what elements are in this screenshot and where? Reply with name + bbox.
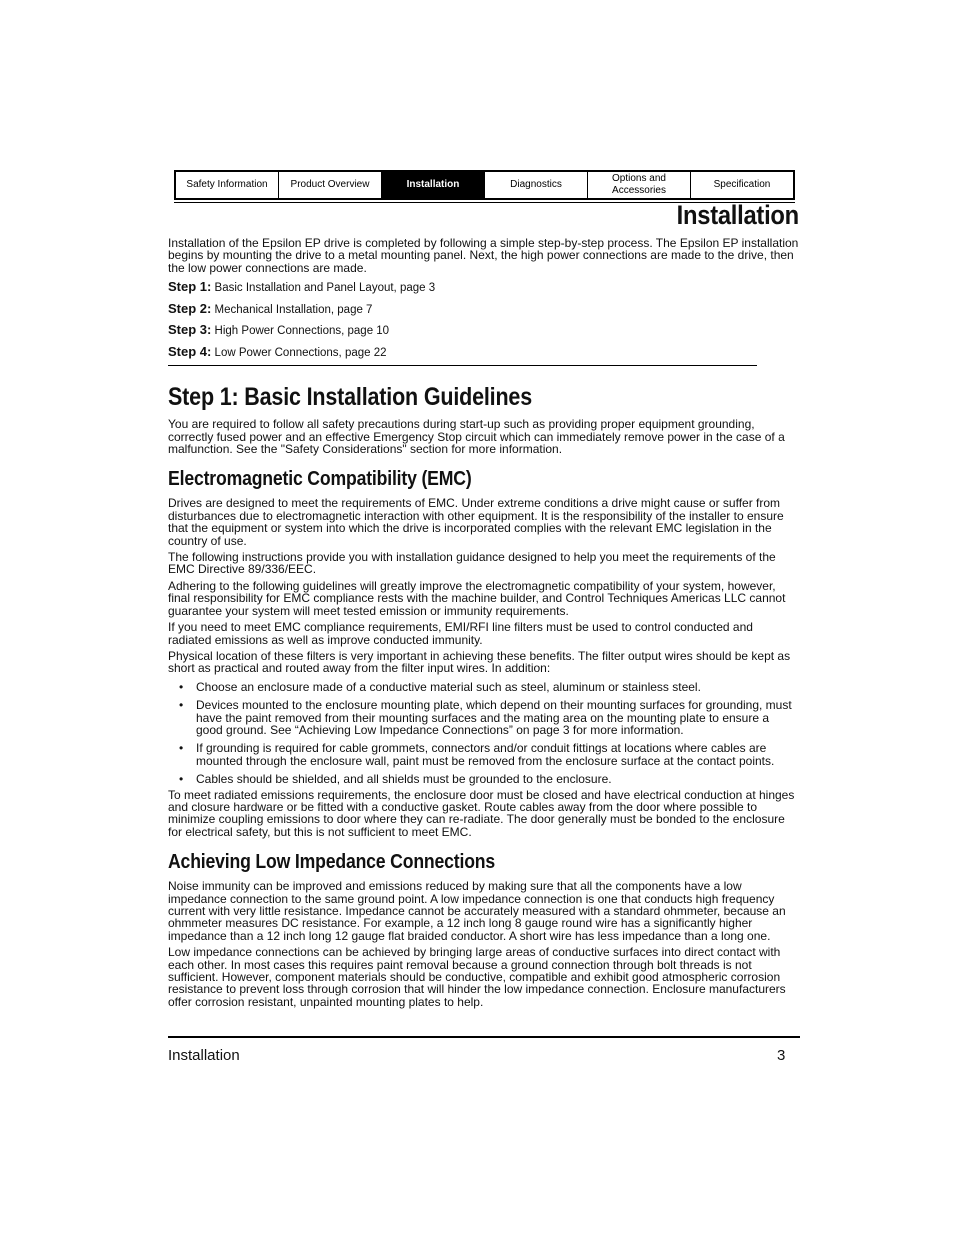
bullet-icon: •: [179, 772, 184, 787]
step-link[interactable]: Basic Installation and Panel Layout, page 3: [214, 282, 436, 295]
step-list: [168, 280, 799, 360]
intro-paragraph: Installation of the Epsilon EP drive is completed by following a simple step-by-step process. The Epsilon EP installation begins by mounting the drive to a metal mounting panel. Next, the high power connections are made to the drive, then the low power connections are made.: [168, 236, 799, 275]
emc-paragraph: Adhering to the following guidelines will greatly improve the electromagnetic compatibility of your system, however, final responsibility for EMC compliance rests with the machine builder, and Control Techniques Americas LLC cannot guarantee your system will meet tested emission or immunity requirements.: [168, 578, 786, 618]
step-item[interactable]: [168, 323, 799, 338]
step-link[interactable]: Mechanical Installation, page 7: [214, 303, 373, 316]
step-label: Step 1:: [168, 279, 212, 295]
page-content: [168, 237, 799, 1012]
list-item: [168, 699, 799, 736]
emc-closing-paragraph: To meet radiated emissions requirements, the enclosure door must be closed and have electrical conduction at hinges and closure hardware or be fitted with a conductive gasket. Route cables away from the door where possible to minimize coupling emissions to door where they can re-radiate. The door generally must be bonded to the enclosure for electrical safety, but this is not sufficient to meet EMC.: [168, 787, 795, 839]
impedance-paragraph: Low impedance connections can be achieved by bringing large areas of conductive surfaces into direct contact with each other. In most cases this requires paint removal because a ground connection through bolt threads is not sufficient. However, component materials should be conductive, compatible and exhibit good atmospheric corrosion resistance to prevent loss through corrosion that will hinder the low impedance connection. Enclosure manufacturers offer corrosion resistant, unpainted mounting plates to help.: [168, 945, 786, 1009]
tab-diagnostics[interactable]: Diagnostics: [485, 172, 588, 198]
list-item: [168, 681, 799, 693]
tab-specification[interactable]: Specification: [713, 179, 771, 190]
step-item[interactable]: [168, 280, 799, 295]
bullet-icon: •: [179, 698, 184, 713]
tab-product-overview[interactable]: Product Overview: [279, 172, 382, 198]
step-item[interactable]: [168, 302, 799, 317]
bullet-icon: •: [179, 679, 184, 694]
step-label: Step 4:: [168, 343, 212, 359]
emc-paragraph: If you need to meet EMC compliance requirements, EMI/RFI line filters must be used to control conducted and radiated emissions as well as improve conducted immunity.: [168, 620, 753, 647]
section-heading-impedance: Achieving Low Impedance Connections: [168, 850, 496, 874]
emc-bullet-list: [168, 681, 799, 786]
step-link[interactable]: Low Power Connections, page 22: [214, 346, 387, 359]
bullet-text: Cables should be shielded, and all shields must be grounded to the enclosure.: [196, 772, 612, 787]
emc-paragraph: Drives are designed to meet the requirements of EMC. Under extreme conditions a drive might cause or suffer from disturbances due to electromagnetic interaction with other equipment. It is the responsibility of the installer to ensure that the equipment or system into which the drive is incorporated complies with the relevant EMC legislation in the country of use.: [168, 496, 784, 548]
step-label: Step 3:: [168, 322, 212, 338]
footer-divider: [168, 1036, 800, 1038]
bullet-text: Choose an enclosure made of a conductive material such as steel, aluminum or stainless steel.: [196, 679, 701, 694]
bullet-text: If grounding is required for cable grommets, connectors and/or conduit fittings at locations where cables are mounted through the enclosure wall, paint must be removed from the enclosure surface at the contact points.: [196, 741, 775, 768]
page-number: 3: [777, 1047, 786, 1064]
emc-paragraph: Physical location of these filters is very important in achieving these benefits. The filter output wires should be kept as short as practical and routed away from the filter input wires. In addition:: [168, 648, 791, 676]
step-label: Step 2:: [168, 300, 212, 316]
section-heading-emc: Electromagnetic Compatibility (EMC): [168, 467, 472, 491]
bullet-text: Devices mounted to the enclosure mounting plate, which depend on their mounting surfaces for grounding, must have the paint removed from their mounting surfaces and the mating area on the mounting plate to ensure a good ground. See “Achieving Low Impedance Connections” on page 3 for more information.: [196, 698, 792, 737]
emc-paragraph: The following instructions provide you with installation guidance designed to help you meet the requirements of the EMC Directive 89/336/EEC.: [168, 550, 776, 577]
section-heading-step1: Step 1: Basic Installation Guidelines: [168, 383, 533, 412]
divider: [168, 365, 757, 366]
tab-options-and-accessories[interactable]: Options and Accessories: [588, 172, 691, 198]
step-link[interactable]: High Power Connections, page 10: [214, 325, 390, 338]
section-tab-bar: [174, 170, 795, 200]
section1-body: You are required to follow all safety precautions during start-up such as providing proper equipment grounding, correctly fused power and an effective Emergency Stop circuit which can immediately remove power in the case of a malfunction. See the "Safety Considerations" section for more information.: [168, 417, 785, 457]
page-title: Installation: [676, 200, 799, 230]
step-item[interactable]: [168, 345, 799, 360]
tab-installation[interactable]: Installation: [382, 172, 485, 198]
list-item: [168, 773, 799, 785]
list-item: [168, 742, 799, 767]
tab-safety-information[interactable]: Safety Information: [176, 172, 279, 198]
bullet-icon: •: [179, 741, 184, 756]
impedance-paragraph: Noise immunity can be improved and emissions reduced by making sure that all the components have a low impedance connection to the same ground point. A low impedance connection is one that conducts high frequency current with very little resistance. Impedance cannot be accurately measured with a standard ohmmeter, because an ohmmeter measures DC resistance. For example, a 12 inch long 8 gauge round wire has a significantly higher impedance than a 12 inch long 12 gauge flat braided conductor. A short wire has less impedance than a long one.: [168, 879, 786, 943]
footer-section-name: Installation: [168, 1047, 240, 1064]
